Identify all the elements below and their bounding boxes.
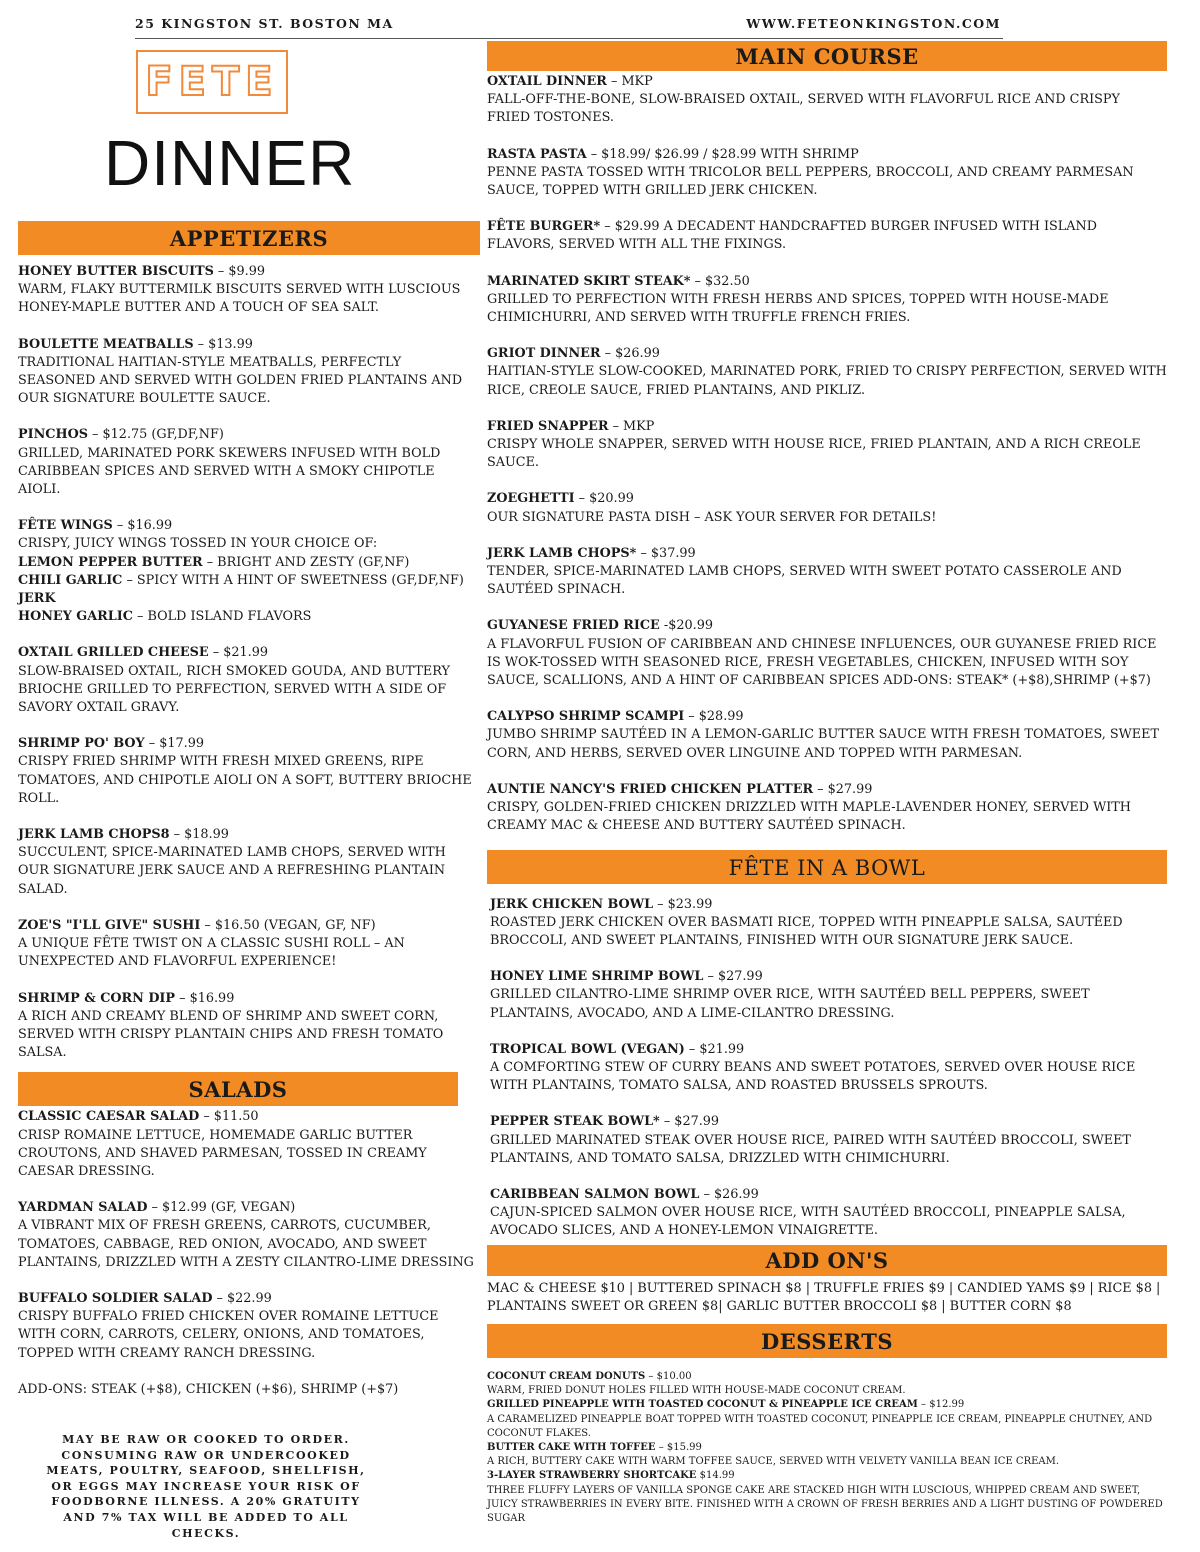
top-info-bar <box>135 14 1003 39</box>
item-description: CRISPY, JUICY WINGS TOSSED IN YOUR CHOICE OF: <box>18 536 378 552</box>
item-name: SHRIMP & CORN DIP <box>18 990 176 1006</box>
item-description: FALL-OFF-THE-BONE, SLOW-BRAISED OXTAIL, SERVED WITH FLAVORFUL RICE AND CRISPY FRIED TOSTONES. <box>487 92 1120 126</box>
item-description: WARM, FLAKY BUTTERMILK BISCUITS SERVED WITH LUSCIOUS HONEY-MAPLE BUTTER AND A TOUCH OF SEA SALT. <box>18 282 461 316</box>
item-name: MARINATED SKIRT STEAK* <box>487 273 691 289</box>
item-description: GRILLED CILANTRO-LIME SHRIMP OVER RICE, WITH SAUTÉED BELL PEPPERS, SWEET PLANTAINS, AVOCADO, AND A LIME-CILANTRO DRESSING. <box>490 987 1090 1021</box>
item-price: – $18.99 <box>169 827 229 843</box>
item-price: – $27.99 <box>813 781 873 797</box>
menu-item-zoeghetti <box>487 490 1167 526</box>
item-price: – $10.00 <box>645 1370 692 1382</box>
main-course-heading: MAIN COURSE <box>487 41 1167 71</box>
menu-item-shrimp-corn-dip <box>18 990 480 1063</box>
item-name: CLASSIC CAESAR SALAD <box>18 1109 200 1125</box>
menu-item-yardman-salad <box>18 1199 480 1272</box>
item-name: GRILLED PINEAPPLE WITH TOASTED COCONUT & PINEAPPLE ICE CREAM <box>487 1399 918 1411</box>
menu-item-honey-butter-biscuits <box>18 263 480 318</box>
item-description: CRISP ROMAINE LETTUCE, HOMEMADE GARLIC BUTTER CROUTONS, AND SHAVED PARMESAN, TOSSED IN CREAMY CAESAR DRESSING. <box>18 1127 427 1179</box>
item-description: CRISPY FRIED SHRIMP WITH FRESH MIXED GREENS, RIPE TOMATOES, AND CHIPOTLE AIOLI ON A SOFT, BUTTERY BRIOCHE ROLL. <box>18 754 472 806</box>
item-price: – $20.99 <box>574 491 634 507</box>
item-price: – $16.50 (VEGAN, GF, NF) <box>200 917 376 933</box>
menu-item-caribbean-salmon-bowl <box>490 1186 1167 1241</box>
menu-item-fete-wings <box>18 517 480 626</box>
fete-logo <box>136 50 288 114</box>
menu-item-boulette-meatballs <box>18 336 480 409</box>
menu-item-coconut-cream-donuts <box>487 1370 1167 1398</box>
menu-item-jerk-chicken-bowl <box>490 896 1167 951</box>
item-name: BUTTER CAKE WITH TOFFEE <box>487 1441 656 1453</box>
salads-heading: SALADS <box>18 1072 458 1106</box>
item-name: BUFFALO SOLDIER SALAD <box>18 1290 213 1306</box>
restaurant-website[interactable]: WWW.FETEONKINGSTON.COM <box>746 16 1001 31</box>
menu-item-fete-burger <box>487 218 1167 254</box>
item-description: WARM, FRIED DONUT HOLES FILLED WITH HOUSE-MADE COCONUT CREAM. <box>487 1385 906 1397</box>
item-price: – $23.99 <box>653 896 713 912</box>
wing-option-desc: – BOLD ISLAND FLAVORS <box>132 609 312 625</box>
item-name: SHRIMP PO' BOY <box>18 736 145 752</box>
item-price: – $27.99 <box>703 969 763 985</box>
menu-item-shrimp-po-boy <box>18 735 480 808</box>
left-column <box>18 221 480 1399</box>
page-title: DINNER <box>104 127 356 199</box>
item-price: – $13.99 <box>193 336 253 352</box>
item-price: – $21.99 <box>208 645 268 661</box>
item-name: RASTA PASTA <box>487 146 587 162</box>
item-description: SLOW-BRAISED OXTAIL, RICH SMOKED GOUDA, AND BUTTERY BRIOCHE GRILLED TO PERFECTION, SERVED WITH A SIDE OF SAVORY OXTAIL GRAVY. <box>18 663 450 716</box>
menu-item-caesar-salad <box>18 1108 480 1181</box>
item-name: COCONUT CREAM DONUTS <box>487 1370 646 1382</box>
item-price: – $28.99 <box>684 709 744 725</box>
menu-item-pepper-steak-bowl <box>490 1113 1167 1168</box>
appetizers-heading: APPETIZERS <box>18 221 480 255</box>
wing-option-name: CHILI GARLIC <box>18 572 123 588</box>
item-name: YARDMAN SALAD <box>18 1200 148 1216</box>
item-price: – $9.99 <box>213 264 265 279</box>
item-description: GRILLED, MARINATED PORK SKEWERS INFUSED WITH BOLD CARIBBEAN SPICES AND SERVED WITH A SMOKY CHIPOTLE AIOLI. <box>18 445 441 498</box>
item-price-description: – $29.99 A DECADENT HANDCRAFTED BURGER INFUSED WITH ISLAND FLAVORS, SERVED WITH ALL THE FIXINGS. <box>487 219 1097 253</box>
item-description: OUR SIGNATURE PASTA DISH – ASK YOUR SERVER FOR DETAILS! <box>487 509 937 525</box>
item-name: HONEY LIME SHRIMP BOWL <box>490 969 704 985</box>
add-ons-heading: ADD ON'S <box>487 1245 1167 1276</box>
item-price: – $12.99 <box>917 1399 965 1411</box>
item-name: CALYPSO SHRIMP SCAMPI <box>487 709 685 725</box>
menu-item-strawberry-shortcake <box>487 1469 1167 1526</box>
menu-item-fried-snapper <box>487 418 1167 473</box>
item-name: HONEY BUTTER BISCUITS <box>18 264 214 279</box>
item-price: – $11.50 <box>199 1109 259 1125</box>
item-price: – $16.99 <box>112 518 173 534</box>
item-description: A CARAMELIZED PINEAPPLE BOAT TOPPED WITH TOASTED COCONUT, PINEAPPLE ICE CREAM, PINEAPPLE CHUTNEY, AND COCONUT FLAKES. <box>487 1413 1153 1439</box>
item-description: A VIBRANT MIX OF FRESH GREENS, CARROTS, CUCUMBER, TOMATOES, CABBAGE, RED ONION, AVOCADO, AND SWEET PLANTAINS, DRIZZLED WITH A ZESTY CILANTRO-LIME DRESSING <box>18 1218 474 1270</box>
menu-item-sushi <box>18 917 480 972</box>
item-price: – $37.99 <box>636 545 696 561</box>
item-price: – $15.99 <box>655 1441 702 1453</box>
menu-item-honey-lime-shrimp-bowl <box>490 968 1167 1023</box>
item-name: FÊTE WINGS <box>18 518 113 534</box>
restaurant-address: 25 KINGSTON ST. BOSTON MA <box>135 16 394 31</box>
menu-item-grilled-pineapple <box>487 1398 1167 1441</box>
item-description: CAJUN-SPICED SALMON OVER HOUSE RICE, WITH SAUTÉED BROCCOLI, PINEAPPLE SALSA, AVOCADO SLICES, AND A HONEY-LEMON VINAIGRETTE. <box>490 1205 1126 1239</box>
menu-item-auntie-nancys-chicken <box>487 781 1167 836</box>
item-name: ZOEGHETTI <box>487 491 575 507</box>
item-description: JUMBO SHRIMP SAUTÉED IN A LEMON-GARLIC BUTTER SAUCE WITH FRESH TOMATOES, SWEET CORN, AND HERBS, SERVED OVER LINGUINE AND TOPPED WITH PARMESAN. <box>487 727 1160 761</box>
wing-option-name: LEMON PEPPER BUTTER <box>18 554 203 570</box>
desserts-heading: DESSERTS <box>487 1324 1167 1358</box>
item-price: – $26.99 <box>600 346 660 362</box>
item-name: CARIBBEAN SALMON BOWL <box>490 1186 700 1202</box>
item-description: CRISPY WHOLE SNAPPER, SERVED WITH HOUSE RICE, FRIED PLANTAIN, AND A RICH CREOLE SAUCE. <box>487 437 1141 471</box>
wing-option-name: JERK <box>18 591 56 607</box>
item-name: OXTAIL GRILLED CHEESE <box>18 645 209 661</box>
menu-item-oxtail-dinner <box>487 73 1167 128</box>
item-price: – $22.99 <box>212 1290 272 1306</box>
fete-in-a-bowl-heading: FÊTE IN A BOWL <box>487 850 1167 884</box>
menu-item-tropical-bowl <box>490 1041 1167 1096</box>
item-name: OXTAIL DINNER <box>487 74 607 89</box>
menu-item-jerk-lamb-chops <box>487 545 1167 600</box>
item-price: – $26.99 <box>699 1186 759 1202</box>
item-name: PEPPER STEAK BOWL* <box>490 1114 660 1130</box>
item-description: A FLAVORFUL FUSION OF CARIBBEAN AND CHINESE INFLUENCES, OUR GUYANESE FRIED RICE IS WOK-TOSSED WITH SEASONED RICE, FRESH VEGETABLES, CHICKEN, INFUSED WITH SOY SAUCE, SCALLIONS, AND A HINT OF CARIBBEAN SPICES ADD-ONS: STEAK* (+$8),SHRIMP (+$7) <box>487 636 1157 689</box>
item-name: TROPICAL BOWL (VEGAN) <box>490 1041 685 1057</box>
item-price: – $12.75 (GF,DF,NF) <box>87 427 224 443</box>
item-name: JERK LAMB CHOPS* <box>487 545 637 561</box>
menu-item-griot-dinner <box>487 345 1167 400</box>
menu-item-pinchos <box>18 426 480 499</box>
wing-option-name: HONEY GARLIC <box>18 609 133 625</box>
add-ons-list: MAC & CHEESE $10 | BUTTERED SPINACH $8 | TRUFFLE FRIES $9 | CANDIED YAMS $9 | RICE $8 | PLANTAINS SWEET OR GREEN $8| GARLIC BUTTER BROCCOLI $8 | BUTTER CORN $8 <box>487 1280 1161 1314</box>
item-description: SUCCULENT, SPICE-MARINATED LAMB CHOPS, SERVED WITH OUR SIGNATURE JERK SAUCE AND A REFRESHING PLANTAIN SALAD. <box>18 845 446 897</box>
item-description: CRISPY BUFFALO FRIED CHICKEN OVER ROMAINE LETTUCE WITH CORN, CARROTS, CELERY, ONIONS, AND TOMATOES, TOPPED WITH CREAMY RANCH DRESSING. <box>18 1309 439 1361</box>
item-name: GRIOT DINNER <box>487 346 601 362</box>
item-price: – $16.99 <box>175 990 235 1006</box>
item-description: ROASTED JERK CHICKEN OVER BASMATI RICE, TOPPED WITH PINEAPPLE SALSA, SAUTÉED BROCCOLI, AND SWEET PLANTAINS, FINISHED WITH OUR SIGNATURE JERK SAUCE. <box>490 914 1123 948</box>
menu-item-guyanese-fried-rice <box>487 617 1167 690</box>
item-name: JERK LAMB CHOPS8 <box>18 827 170 843</box>
item-description: CRISPY, GOLDEN-FRIED CHICKEN DRIZZLED WITH MAPLE-LAVENDER HONEY, SERVED WITH CREAMY MAC & CHEESE AND BUTTERY SAUTÉED SPINACH. <box>487 800 1131 834</box>
wing-option-desc: – SPICY WITH A HINT OF SWEETNESS (GF,DF,NF) <box>122 572 464 588</box>
item-description: PENNE PASTA TOSSED WITH TRICOLOR BELL PEPPERS, BROCCOLI, AND CREAMY PARMESAN SAUCE, TOPPED WITH GRILLED JERK CHICKEN. <box>487 164 1134 199</box>
item-price: -$20.99 <box>659 618 713 634</box>
item-name: FRIED SNAPPER <box>487 418 609 434</box>
right-column <box>487 41 1167 1526</box>
item-name: JERK CHICKEN BOWL <box>490 896 654 912</box>
item-name: FÊTE BURGER* <box>487 219 601 235</box>
item-description: GRILLED MARINATED STEAK OVER HOUSE RICE, PAIRED WITH SAUTÉED BROCCOLI, SWEET PLANTAINS, AND TOMATO SALSA, DRIZZLED WITH CHIMICHURRI. <box>490 1132 1131 1166</box>
item-price: – MKP <box>606 74 653 89</box>
item-price: – $27.99 <box>659 1114 720 1130</box>
item-price: – MKP <box>608 418 655 434</box>
menu-item-skirt-steak <box>487 273 1167 328</box>
wing-option-desc: – BRIGHT AND ZESTY (GF,NF) <box>202 554 410 570</box>
menu-item-oxtail-grilled-cheese <box>18 644 480 717</box>
item-name: BOULETTE MEATBALLS <box>18 336 194 352</box>
item-description: TRADITIONAL HAITIAN-STYLE MEATBALLS, PERFECTLY SEASONED AND SERVED WITH GOLDEN FRIED PLANTAINS AND OUR SIGNATURE BOULETTE SAUCE. <box>18 354 463 407</box>
item-price: $14.99 <box>696 1470 735 1482</box>
item-name: PINCHOS <box>18 427 88 443</box>
item-price: – $12.99 (GF, VEGAN) <box>147 1200 296 1216</box>
item-price: – $32.50 <box>690 273 750 289</box>
menu-item-jerk-lamb-chops-appetizer <box>18 826 480 899</box>
logo-text: FETE <box>145 59 279 105</box>
item-description: A COMFORTING STEW OF CURRY BEANS AND SWEET POTATOES, SERVED OVER HOUSE RICE WITH PLANTAINS, TOMATO SALSA, AND ROASTED BRUSSELS SPROUTS. <box>490 1059 1136 1094</box>
menu-item-butter-cake <box>487 1441 1167 1469</box>
food-safety-disclaimer: MAY BE RAW OR COOKED TO ORDER. CONSUMING RAW OR UNDERCOOKED MEATS, POULTRY, SEAFOOD, SHELLFISH, OR EGGS MAY INCREASE YOUR RISK OF FOODBORNE ILLNESS. A 20% GRATUITY AND 7% TAX WILL BE ADDED TO ALL CHECKS. <box>46 1433 366 1540</box>
item-price: – $17.99 <box>144 736 204 752</box>
salad-addons: ADD-ONS: STEAK (+$8), CHICKEN (+$6), SHRIMP (+$7) <box>18 1381 399 1397</box>
item-name: AUNTIE NANCY'S FRIED CHICKEN PLATTER <box>487 781 814 797</box>
item-description: GRILLED TO PERFECTION WITH FRESH HERBS AND SPICES, TOPPED WITH HOUSE-MADE CHIMICHURRI, AND SERVED WITH TRUFFLE FRENCH FRIES. <box>487 291 1109 326</box>
item-name: 3-LAYER STRAWBERRY SHORTCAKE <box>487 1470 697 1482</box>
item-description: A UNIQUE FÊTE TWIST ON A CLASSIC SUSHI ROLL – AN UNEXPECTED AND FLAVORFUL EXPERIENCE! <box>18 936 405 970</box>
menu-item-buffalo-soldier-salad <box>18 1290 480 1363</box>
item-description: A RICH AND CREAMY BLEND OF SHRIMP AND SWEET CORN, SERVED WITH CRISPY PLANTAIN CHIPS AND FRESH TOMATO SALSA. <box>18 1008 444 1061</box>
item-description: TENDER, SPICE-MARINATED LAMB CHOPS, SERVED WITH SWEET POTATO CASSEROLE AND SAUTÉED SPINACH. <box>487 564 1122 598</box>
menu-item-calypso-shrimp-scampi <box>487 708 1167 763</box>
item-description: HAITIAN-STYLE SLOW-COOKED, MARINATED PORK, FRIED TO CRISPY PERFECTION, SERVED WITH RICE, CREOLE SAUCE, FRIED PLANTAINS, AND PIKLIZ. <box>487 364 1167 398</box>
item-description: A RICH, BUTTERY CAKE WITH WARM TOFFEE SAUCE, SERVED WITH VELVETY VANILLA BEAN ICE CREAM. <box>487 1456 1060 1468</box>
item-name: GUYANESE FRIED RICE <box>487 618 660 634</box>
item-name: ZOE'S "I'LL GIVE" SUSHI <box>18 917 201 933</box>
item-price: – $18.99/ $26.99 / $28.99 WITH SHRIMP <box>586 146 859 162</box>
item-description: THREE FLUFFY LAYERS OF VANILLA SPONGE CAKE ARE STACKED HIGH WITH LUSCIOUS, WHIPPED CREAM AND SWEET, JUICY STRAWBERRIES IN EVERY BITE. FINISHED WITH A CROWN OF FRESH BERRIES AND A LIGHT DUSTING OF POWDERED SUGAR <box>487 1484 1163 1524</box>
menu-item-rasta-pasta <box>487 146 1167 201</box>
item-price: – $21.99 <box>684 1041 745 1057</box>
